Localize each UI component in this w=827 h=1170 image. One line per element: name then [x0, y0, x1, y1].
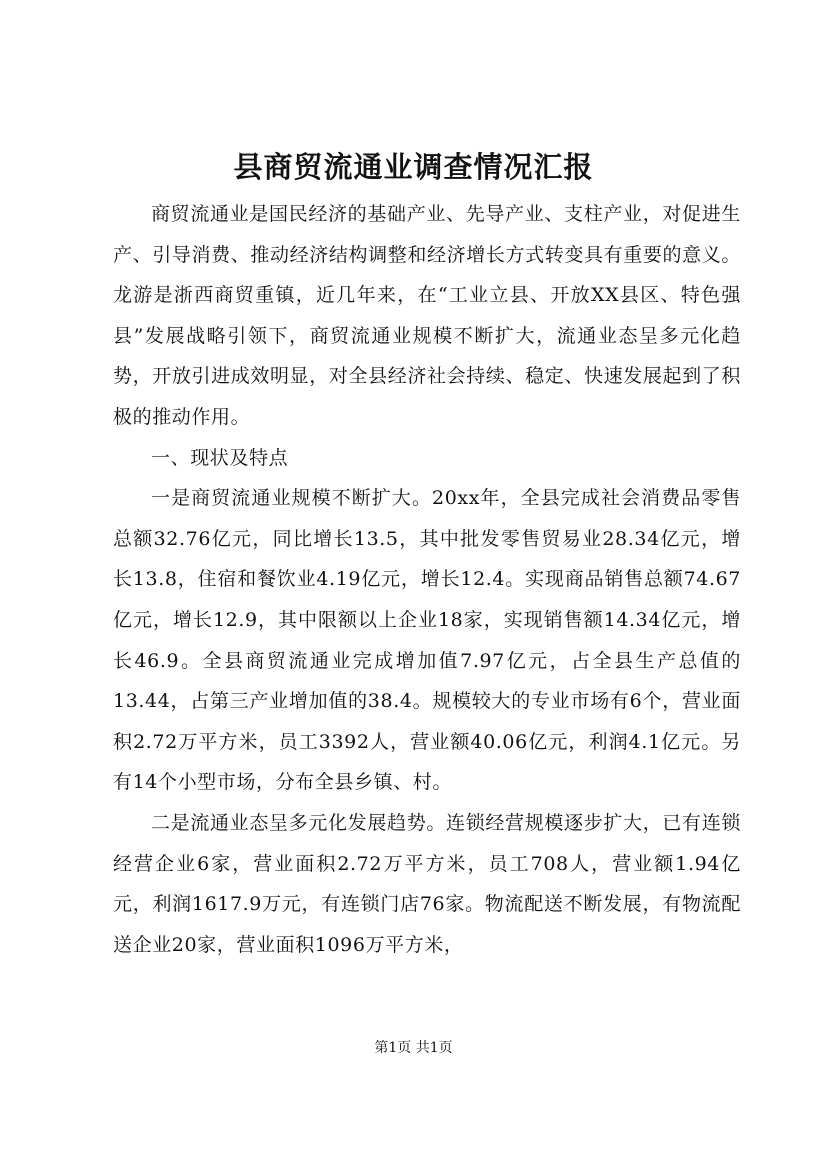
page-footer: 第1页 共1页 [374, 1040, 453, 1056]
paragraph-diversification: 二是流通业态呈多元化发展趋势。连锁经营规模逐步扩大，已有连锁经营企业6家，营业面积2.72万平方米，员工708人，营业额1.94亿元，利润1617.9万元，有连锁门店76家。物流配送不断发展，有物流配送企业20家，营业面积1096万平方米， [113, 811, 741, 956]
paragraph-intro: 商贸流通业是国民经济的基础产业、先导产业、支柱产业，对促进生产、引导消费、推动经济结构调整和经济增长方式转变具有重要的意义。龙游是浙西商贸重镇，近几年来，在“工业立县、开放XX县区、特色强县”发展战略引领下，商贸流通业规模不断扩大，流通业态呈多元化趋势，开放引进成效明显，对全县经济社会持续、稳定、快速发展起到了积极的推动作用。 [113, 203, 741, 428]
document-body [113, 194, 741, 965]
paragraph-scale: 一是商贸流通业规模不断扩大。20xx年，全县完成社会消费品零售总额32.76亿元，同比增长13.5，其中批发零售贸易业28.34亿元，增长13.8，住宿和餐饮业4.19亿元，增长12.4。实现商品销售总额74.67亿元，增长12.9，其中限额以上企业18家，实现销售额14.34亿元，增长46.9。全县商贸流通业完成增加值7.97亿元，占全县生产总值的13.44，占第三产业增加值的38.4。规模较大的专业市场有6个，营业面积2.72万平方米，员工3392人，营业额40.06亿元，利润4.1亿元。另有14个小型市场，分布全县乡镇、村。 [113, 487, 741, 794]
section-heading: 一、现状及特点 [151, 446, 289, 469]
document-title: 县商贸流通业调查情况汇报 [233, 150, 594, 184]
